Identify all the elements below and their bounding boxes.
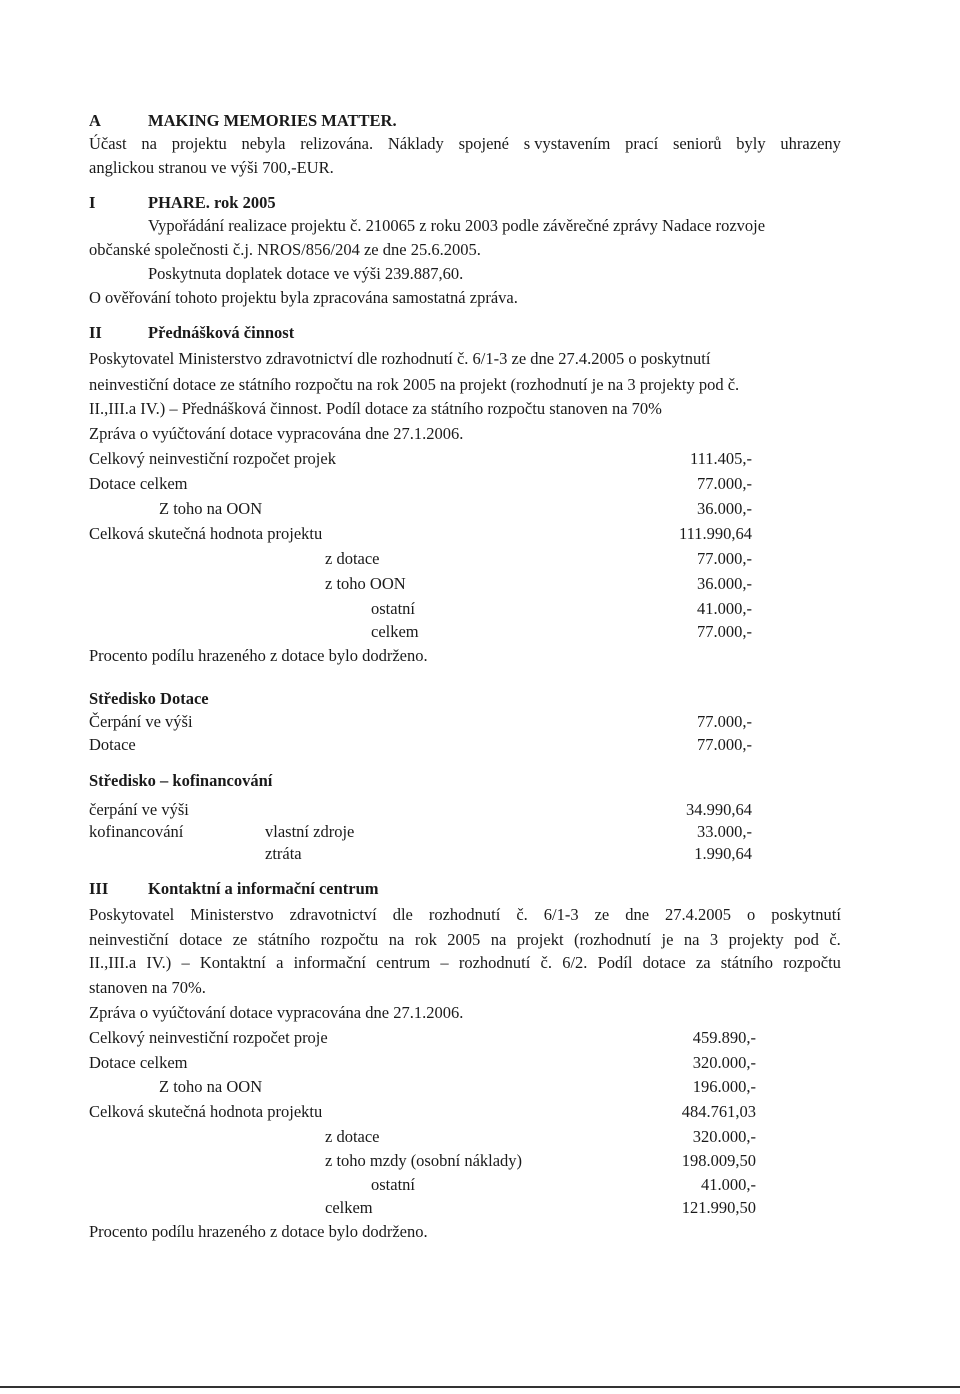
- word: o: [747, 905, 756, 924]
- section-iii-marker: III: [89, 879, 109, 898]
- section-ii-line-4: Zpráva o vyúčtování dotace vypracována dne 27.1.2006.: [89, 424, 464, 443]
- section-a-title: MAKING MEMORIES MATTER.: [148, 111, 397, 130]
- word: seniorů: [672, 134, 722, 153]
- ii-row-value: 41.000,-: [697, 599, 752, 618]
- word: dotace: [179, 930, 223, 949]
- word: 2005: [447, 930, 481, 949]
- section-i-line-2: občanské společnosti č.j. NROS/856/204 ze dne 25.6.2005.: [89, 240, 481, 259]
- ii-row-value: 77.000,-: [697, 474, 752, 493]
- word: projektu: [171, 134, 227, 153]
- word: Kontaktní: [199, 953, 266, 972]
- sk-row-sub: ztráta: [265, 844, 302, 863]
- section-ii-marker: II: [89, 323, 102, 342]
- word: 6/1-3: [543, 905, 579, 924]
- sd-row-value: 77.000,-: [697, 735, 752, 754]
- iii-row-label: z toho mzdy (osobní náklady): [325, 1151, 523, 1170]
- scan-bottom-edge: [0, 1386, 960, 1388]
- ii-row-label: Dotace celkem: [89, 474, 188, 493]
- word: dne: [625, 905, 650, 924]
- iii-row-value: 198.009,50: [681, 1151, 756, 1170]
- iii-row-value: 459.890,-: [692, 1028, 756, 1047]
- word: poskytnutí: [771, 905, 841, 924]
- stredisko-kofinancovani-title: Středisko – kofinancování: [89, 771, 273, 790]
- word: Ministerstvo: [190, 905, 274, 924]
- word: Poskytovatel: [89, 905, 175, 924]
- word: č.: [516, 905, 528, 924]
- word: projekt: [516, 930, 564, 949]
- ii-row-value: 36.000,-: [697, 499, 752, 518]
- word: rozhodnutí: [428, 905, 501, 924]
- ii-row-label: Celkový neinvestiční rozpočet projek: [89, 449, 336, 468]
- word: č.: [540, 953, 552, 972]
- section-ii-line-2: neinvestiční dotace ze státního rozpočtu na rok 2005 na projekt (rozhodnutí je na 3 projekty pod č.: [89, 375, 740, 394]
- word: za: [695, 953, 711, 972]
- section-a-marker: A: [89, 111, 101, 130]
- section-i-line-4: O ověřování tohoto projektu byla zpracována samostatná zpráva.: [89, 288, 518, 307]
- section-i-title: PHARE. rok 2005: [148, 193, 276, 212]
- word: s vystavením: [523, 134, 611, 153]
- sk-row-sub: vlastní zdroje: [265, 822, 355, 841]
- section-a-line-1: [89, 134, 841, 154]
- sk-row-value: 33.000,-: [697, 822, 752, 841]
- iii-row-label: z dotace: [325, 1127, 380, 1146]
- word: na: [141, 134, 157, 153]
- word: rozhodnutí: [458, 953, 531, 972]
- word: rozpočtu: [320, 930, 379, 949]
- iii-row-value: 484.761,03: [681, 1102, 756, 1121]
- section-i-marker: I: [89, 193, 96, 212]
- word: rozpočtu: [783, 953, 841, 972]
- word: státního: [720, 953, 773, 972]
- word: na: [388, 930, 405, 949]
- word: č.: [829, 930, 841, 949]
- word: Účast: [89, 134, 127, 153]
- iii-row-label: Celková skutečná hodnota projektu: [89, 1102, 323, 1121]
- ii-row-value: 111.990,64: [678, 524, 752, 543]
- word: Náklady: [387, 134, 444, 153]
- iii-row-value: 196.000,-: [692, 1077, 756, 1096]
- section-iii-closing: Procento podílu hrazeného z dotace bylo dodrženo.: [89, 1222, 428, 1241]
- word: dotace: [642, 953, 686, 972]
- word: byly: [736, 134, 766, 153]
- word: je: [661, 930, 674, 949]
- ii-row-value: 111.405,-: [689, 449, 752, 468]
- word: neinvestiční: [89, 930, 169, 949]
- ii-row-label: celkem: [371, 622, 419, 641]
- word: 27.4.2005: [665, 905, 732, 924]
- iii-row-label: ostatní: [371, 1175, 415, 1194]
- section-ii-line-3: II.,III.a IV.) – Přednášková činnost. Podíl dotace za státního rozpočtu stanoven na 70%: [89, 399, 662, 418]
- word: informační: [293, 953, 366, 972]
- word: Podíl: [597, 953, 633, 972]
- word: II.,III.a: [89, 953, 137, 972]
- sk-row-label: čerpání ve výši: [89, 800, 189, 819]
- section-iii-line-5: Zpráva o vyúčtování dotace vypracována dne 27.1.2006.: [89, 1003, 464, 1022]
- word: dle: [392, 905, 413, 924]
- word: pod: [794, 930, 819, 949]
- word: státního: [257, 930, 311, 949]
- ii-row-label: z toho OON: [325, 574, 406, 593]
- ii-row-label: ostatní: [371, 599, 415, 618]
- word: nebyla: [241, 134, 286, 153]
- word: –: [440, 953, 449, 972]
- section-iii-title: Kontaktní a informační centrum: [148, 879, 379, 898]
- iii-row-value: 121.990,50: [681, 1198, 756, 1217]
- ii-row-label: Celková skutečná hodnota projektu: [89, 524, 323, 543]
- sk-row-label: kofinancování: [89, 822, 184, 841]
- section-i-line-1: Vypořádání realizace projektu č. 210065 z roku 2003 podle závěrečné zprávy Nadace rozvoje: [148, 216, 766, 235]
- iii-row-value: 41.000,-: [701, 1175, 756, 1194]
- word: uhrazeny: [780, 134, 841, 153]
- ii-row-value: 36.000,-: [697, 574, 752, 593]
- word: zdravotnictví: [289, 905, 377, 924]
- sd-row-label: Čerpání ve výši: [89, 712, 193, 731]
- iii-row-value: 320.000,-: [692, 1053, 756, 1072]
- word: projekty: [728, 930, 784, 949]
- ii-row-label: z dotace: [325, 549, 380, 568]
- word: centrum: [376, 953, 431, 972]
- section-ii-line-1: Poskytovatel Ministerstvo zdravotnictví dle rozhodnutí č. 6/1-3 ze dne 27.4.2005 o poskytnutí: [89, 349, 711, 368]
- sk-row-value: 34.990,64: [686, 800, 752, 819]
- ii-row-value: 77.000,-: [697, 622, 752, 641]
- section-ii-title: Přednášková činnost: [148, 323, 295, 342]
- word: na: [490, 930, 507, 949]
- section-iii-line-3: [89, 953, 841, 973]
- iii-row-label: Z toho na OON: [159, 1077, 263, 1096]
- word: ze: [232, 930, 248, 949]
- stredisko-dotace-title: Středisko Dotace: [89, 689, 209, 708]
- section-ii-closing: Procento podílu hrazeného z dotace bylo dodrženo.: [89, 646, 428, 665]
- word: prací: [625, 134, 659, 153]
- sd-row-label: Dotace: [89, 735, 136, 754]
- word: 3: [709, 930, 719, 949]
- iii-row-label: Celkový neinvestiční rozpočet proje: [89, 1028, 328, 1047]
- iii-row-label: Dotace celkem: [89, 1053, 188, 1072]
- word: spojené: [458, 134, 509, 153]
- word: a: [276, 953, 284, 972]
- section-iii-line-4: stanoven na 70%.: [89, 978, 206, 997]
- word: relizována.: [300, 134, 374, 153]
- section-iii-line-1: [89, 905, 841, 925]
- word: ze: [594, 905, 610, 924]
- word: –: [181, 953, 190, 972]
- section-i-line-3: Poskytnuta doplatek dotace ve výši 239.887,60.: [148, 264, 464, 283]
- ii-row-value: 77.000,-: [697, 549, 752, 568]
- word: rok: [414, 930, 437, 949]
- iii-row-label: celkem: [325, 1198, 373, 1217]
- word: 6/2.: [562, 953, 588, 972]
- sd-row-value: 77.000,-: [697, 712, 752, 731]
- word: na: [683, 930, 700, 949]
- iii-row-value: 320.000,-: [692, 1127, 756, 1146]
- word: (rozhodnutí: [574, 930, 652, 949]
- ii-row-label: Z toho na OON: [159, 499, 263, 518]
- word: IV.): [146, 953, 172, 972]
- section-iii-line-2: [89, 930, 841, 950]
- section-a-line-2: anglickou stranou ve výši 700,-EUR.: [89, 158, 334, 177]
- sk-row-value: 1.990,64: [694, 844, 752, 863]
